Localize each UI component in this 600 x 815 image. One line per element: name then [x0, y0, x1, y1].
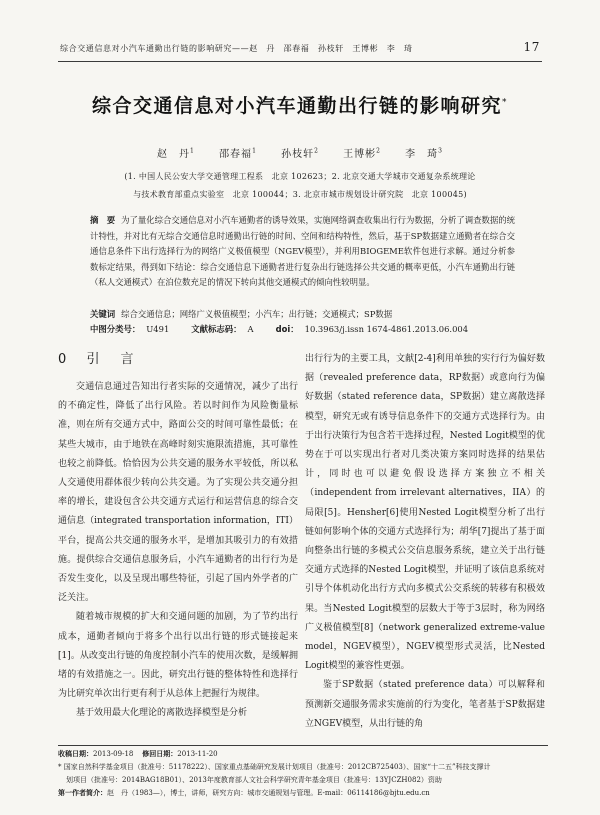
running-header-text: 综合交通信息对小汽车通勤出行链的影响研究——赵 丹 邵春福 孙枝轩 王博彬 李 琦	[60, 44, 413, 53]
clc-label: 中图分类号：	[90, 324, 141, 334]
author: 孙枝轩$^2$	[281, 147, 319, 160]
funding-note: * 国家自然科学基金项目（批准号：51178222）、国家重点基础研究发展计划项目（批准号：2012CB725403）、国家“十二五”科技支撑计	[58, 763, 491, 771]
abstract-text: 为了量化综合交通信息对小汽车通勤者的诱导效果，实施网络调查收集出行行为数据，分析了调查数据的统计特性，并对比有无综合交通信息时通勤出行链的时间、空间和结构特性，然后，基于SP数据建立通勤者在综合交通信息条件下出行选择行为的网络广义极值模型（NGEV模型），并利用BIOGEME软件包进行求解。通过分析参数标定结果，得到如下结论：综合交通信息下通勤者进行复杂出行链选择公共交通的概率更低，小汽车通勤出行链（私人交通模式）在泊位数充足的情况下转向其他交通模式的倾向性较明显。	[90, 215, 515, 287]
first-author-note: 第一作者简介：赵 丹（1983—），博士，讲师，研究方向：城市交通规划与管理。E-mail：06114186@bjtu.edu.cn	[58, 789, 430, 797]
section-number: 0	[58, 352, 71, 367]
body-column-right	[305, 350, 545, 734]
footnote-rule	[58, 745, 548, 746]
keywords-label: 关键词	[90, 309, 116, 319]
doi-label: doi：	[275, 324, 299, 334]
section-title: 引 言	[86, 352, 138, 367]
title-footnote-mark: *	[502, 97, 508, 108]
page-number: 17	[523, 40, 540, 54]
clc-value: U491	[146, 324, 170, 334]
body-paragraph: 交通信息通过告知出行者实际的交通情况，减少了出行的不确定性，降低了出行风险。若以时间作为风险衡量标准，则在所有交通方式中，路面公交的时间可靠性最低；在某些大城市，由于地铁在高峰时刻实施限流措施，其可靠性也较之前降低。恰恰因为公共交通的服务水平较低，所以私人交通使用群体很少转向公共交通。为了实现公共交通分担率的增长，建设包含公共交通方式运行和运营信息的综合交通信息（integrated transportation information，ITI）平台，提高公共交通的服务水平，是增加其吸引力的有效措施。提供综合交通信息服务后，小汽车通勤者的出行行为是否发生变化，以及呈现出哪些特征，引起了国内外学者的广泛关注。	[58, 382, 298, 604]
doc-code-label: 文献标志码：	[191, 324, 242, 334]
abstract-label: 摘 要	[90, 215, 116, 225]
body-column-left	[58, 350, 298, 724]
author: 李 琦$^3$	[405, 147, 443, 160]
footnotes	[58, 748, 548, 800]
doi-value: 10.3963/j.issn 1674-4861.2013.06.004	[304, 324, 469, 334]
keywords-text: 综合交通信息；网络广义极值模型；小汽车；出行链；交通模式；SP数据	[121, 309, 393, 319]
author-list	[40, 145, 560, 160]
author: 邵春福$^1$	[219, 147, 257, 160]
keywords	[90, 308, 515, 320]
header-rule	[58, 61, 542, 62]
affiliation-line: 与技术教育部重点实验室 北京 100044；3. 北京市城市规划设计研究院 北京 100045)	[133, 190, 467, 199]
received-dates: 收稿日期：2013-09-18 修回日期：2013-11-20	[58, 750, 218, 758]
section-heading	[58, 350, 298, 370]
classification-line	[90, 323, 515, 335]
body-paragraph: 鉴于SP数据（stated preference data）可以解释和预测新交通服务需求实施前的行为变化，笔者基于SP数据建立NGEV模型，从出行链的角	[305, 680, 545, 729]
author: 赵 丹$^1$	[157, 147, 195, 160]
paper-title	[40, 91, 560, 118]
body-paragraph: 随着城市规模的扩大和交通问题的加剧，为了节约出行成本，通勤者倾向于将多个出行以出行链的形式链接起来[1]。从改变出行链的角度控制小汽车的使用次数，是缓解拥堵的有效措施之一。因此，研究出行链的整体特性和选择行为比研究单次出行更有利于从总体上把握行为规律。	[58, 612, 298, 700]
author: 王博彬$^2$	[343, 147, 381, 160]
body-paragraph: 出行行为的主要工具，文献[2-4]利用单独的实行行为偏好数据（revealed preference data，RP数据）或意向行为偏好数据（stated reference data，SP数据）建立离散选择模型，研究无或有诱导信息条件下的交通方式选择行为。由于出行决策行为包含若干选择过程，Nested Logit模型的优势在于可以实现出行者对几类决策方案同时选择的结果估计，同时也可以避免假设选择方案独立不相关（independent from irrelevant alternatives，IIA）的局限[5]。Hensher[6]使用Nested Logit模型分析了出行链如何影响个体的交通方式选择行为；胡华[7]提出了基于面向整条出行链的多模式公交信息服务系统，建立关于出行链交通方式选择的Nested Logit模型，并证明了该信息系统对引导个体机动化出行方式向多模式公交系统的转移有积极效果。当Nested Logit模型的层数大于等于3层时，称为网络广义极值模型[8]（network generalized extreme-value model，NGEV模型），NGEV模型形式灵活，比Nested Logit模型的兼容性更强。	[305, 354, 545, 672]
doc-code-value: A	[247, 324, 254, 334]
funding-note: 划项目（批准号：2014BAG18B01）、2013年度教育部人文社会科学研究青年基金项目（批准号：13YJCZH082）资助	[66, 776, 442, 784]
paper-title-text: 综合交通信息对小汽车通勤出行链的影响研究	[91, 95, 502, 117]
running-header	[60, 40, 540, 59]
body-paragraph: 基于效用最大化理论的离散选择模型是分析	[76, 708, 248, 719]
abstract	[90, 213, 515, 291]
affiliation-line: (1. 中国人民公安大学交通管理工程系 北京 102623；2. 北京交通大学城市交通复杂系统理论	[124, 172, 476, 181]
